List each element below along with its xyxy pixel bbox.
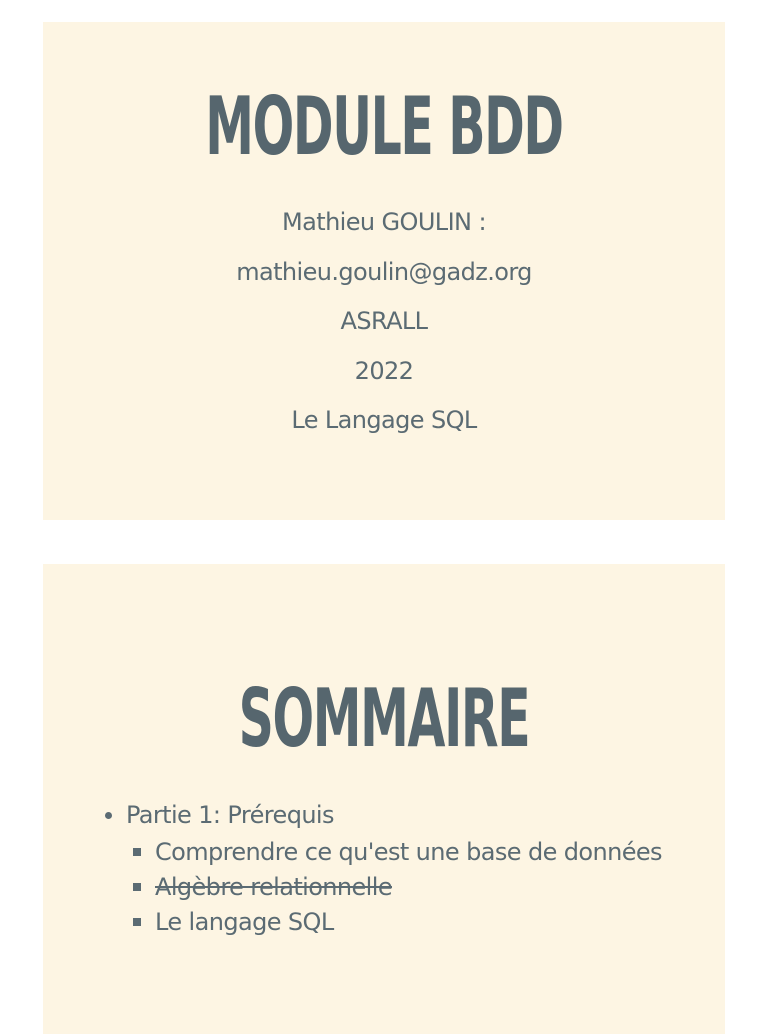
outline-item	[105, 834, 705, 869]
program-name: ASRALL	[340, 307, 428, 335]
outline-item	[105, 904, 705, 939]
outline-slide	[43, 564, 725, 1034]
course-subtitle: Le Langage SQL	[291, 406, 477, 434]
author-name: Mathieu GOULIN :	[282, 208, 486, 236]
author-email: mathieu.goulin@gadz.org	[236, 257, 532, 286]
outline-item-label: Le langage SQL	[155, 907, 334, 936]
outline-item-label: Algèbre relationnelle	[155, 872, 392, 901]
title-slide	[43, 22, 725, 520]
outline-part-label: Partie 1: Prérequis	[126, 801, 334, 829]
bullet-dot-icon	[105, 812, 112, 819]
outline-part	[105, 796, 705, 834]
year: 2022	[354, 356, 414, 385]
bullet-square-icon	[133, 883, 141, 891]
bullet-square-icon	[133, 918, 141, 926]
outline-list	[105, 796, 705, 939]
author-info	[43, 198, 725, 446]
outline-item-label: Comprendre ce qu'est une base de données	[155, 837, 662, 866]
slide-title: SOMMAIRE	[238, 670, 530, 766]
outline-item	[105, 869, 705, 904]
bullet-square-icon	[133, 848, 141, 856]
slide-title: MODULE BDD	[205, 78, 563, 174]
